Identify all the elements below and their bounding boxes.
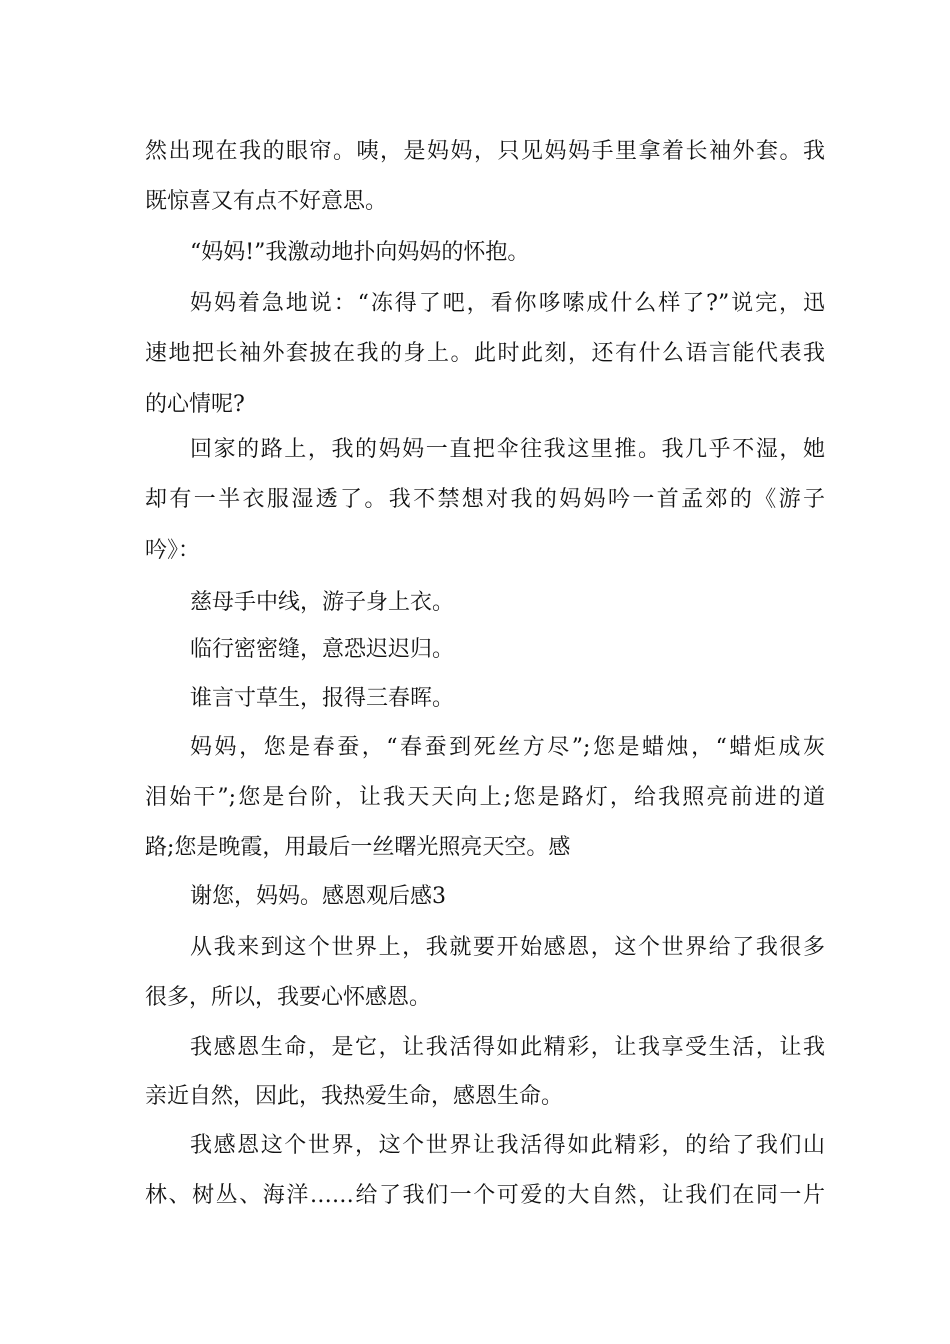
text-line: 既惊喜又有点不好意思。 [145, 189, 388, 214]
text-line: 我感恩生命，是它，让我活得如此精彩，让我享受生活，让我 [190, 1035, 825, 1060]
text-line: 妈妈着急地说：“冻得了吧，看你哆嗦成什么样了?”说完，迅 [190, 291, 825, 316]
text-line: 的心情呢? [145, 392, 245, 417]
text-line: 我感恩这个世界，这个世界让我活得如此精彩，的给了我们山 [190, 1133, 825, 1158]
text-line: 林、树丛、海洋……给了我们一个可爱的大自然，让我们在同一片 [145, 1183, 825, 1208]
text-line: 速地把长袖外套披在我的身上。此时此刻，还有什么语言能代表我 [145, 341, 825, 366]
text-line: 很多，所以，我要心怀感恩。 [145, 985, 432, 1010]
text-line: 谁言寸草生，报得三春晖。 [190, 686, 455, 711]
text-line: 慈母手中线，游子身上衣。 [190, 590, 455, 615]
text-line: 从我来到这个世界上，我就要开始感恩，这个世界给了我很多 [190, 935, 825, 960]
text-line: 回家的路上，我的妈妈一直把伞往我这里推。我几乎不湿，她 [190, 437, 825, 462]
text-line: 临行密密缝，意恐迟迟归。 [190, 637, 455, 662]
text-line: 却有一半衣服湿透了。我不禁想对我的妈妈吟一首孟郊的《游子 [145, 487, 825, 512]
text-line: 亲近自然，因此，我热爱生命，感恩生命。 [145, 1084, 564, 1109]
text-line: 然出现在我的眼帘。咦，是妈妈，只见妈妈手里拿着长袖外套。我 [145, 139, 825, 164]
text-line: 吟》： [145, 538, 201, 563]
text-line: 泪始干”;您是台阶，让我天天向上;您是路灯，给我照亮前进的道 [145, 785, 825, 810]
text-line: 妈妈，您是春蚕，“春蚕到死丝方尽”;您是蜡烛，“蜡炬成灰 [190, 735, 825, 760]
text-line: 谢您，妈妈。感恩观后感3 [190, 884, 446, 909]
text-line: 路;您是晚霞，用最后一丝曙光照亮天空。感 [145, 835, 571, 860]
text-line: “妈妈!”我激动地扑向妈妈的怀抱。 [190, 240, 530, 265]
